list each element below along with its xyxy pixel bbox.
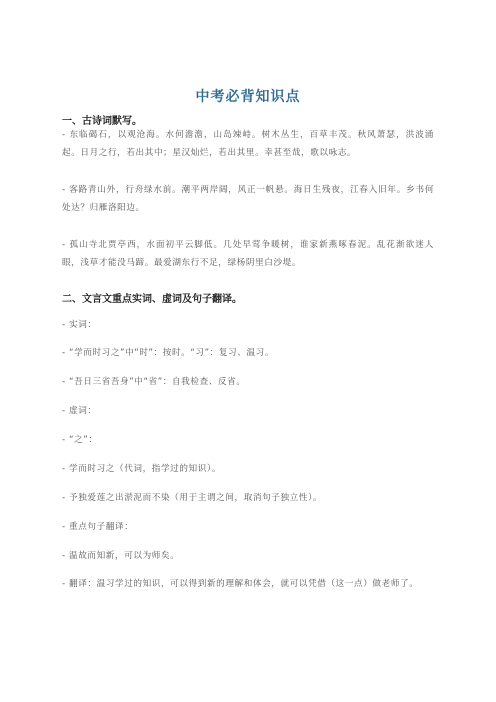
list-item: - 学而时习之（代词，指学过的知识）。: [62, 464, 222, 474]
section-heading-classical: 二、文言文重点实词、虚词及句子翻译。: [62, 294, 242, 305]
list-item: - 予独爱莲之出淤泥而不染（用于主谓之间，取消句子独立性）。: [62, 493, 323, 503]
list-item: - “学而时习之”中“时”：按时。“习”：复习、温习。: [62, 348, 275, 358]
list-item: - 重点句子翻译：: [62, 522, 134, 532]
list-item: - “之”：: [62, 435, 98, 445]
list-item: - 温故而知新，可以为师矣。: [62, 551, 180, 561]
list-item: - 实词：: [62, 320, 97, 330]
poem-paragraph: - 客路青山外，行舟绿水前。潮平两岸阔，风正一帆悬。海日生残夜，江春入旧年。乡书何处达？归雁洛阳边。: [62, 185, 434, 213]
poem-paragraph: - 孤山寺北贾亭西，水面初平云脚低。几处早莺争暖树，谁家新燕啄春泥。乱花渐欲迷人眼，浅草才能没马蹄。最爱湖东行不足，绿杨阴里白沙堤。: [62, 240, 434, 268]
poem-paragraph: - 东临碣石，以观沧海。水何澹澹，山岛竦峙。树木丛生，百草丰茂。秋风萧瑟，洪波涌起。日月之行，若出其中；星汉灿烂，若出其里。幸甚至哉，歌以咏志。: [62, 130, 434, 158]
list-item: - “吾日三省吾身”中“省”：自我检查、反省。: [62, 377, 246, 387]
translation-paragraph: - 翻译：温习学过的知识，可以得到新的理解和体会，就可以凭借（这一点）做老师了。: [62, 579, 419, 589]
section-heading-poetry: 一、古诗词默写。: [62, 116, 142, 127]
list-item: - 虚词：: [62, 406, 97, 416]
page-title: 中考必背知识点: [195, 89, 301, 105]
